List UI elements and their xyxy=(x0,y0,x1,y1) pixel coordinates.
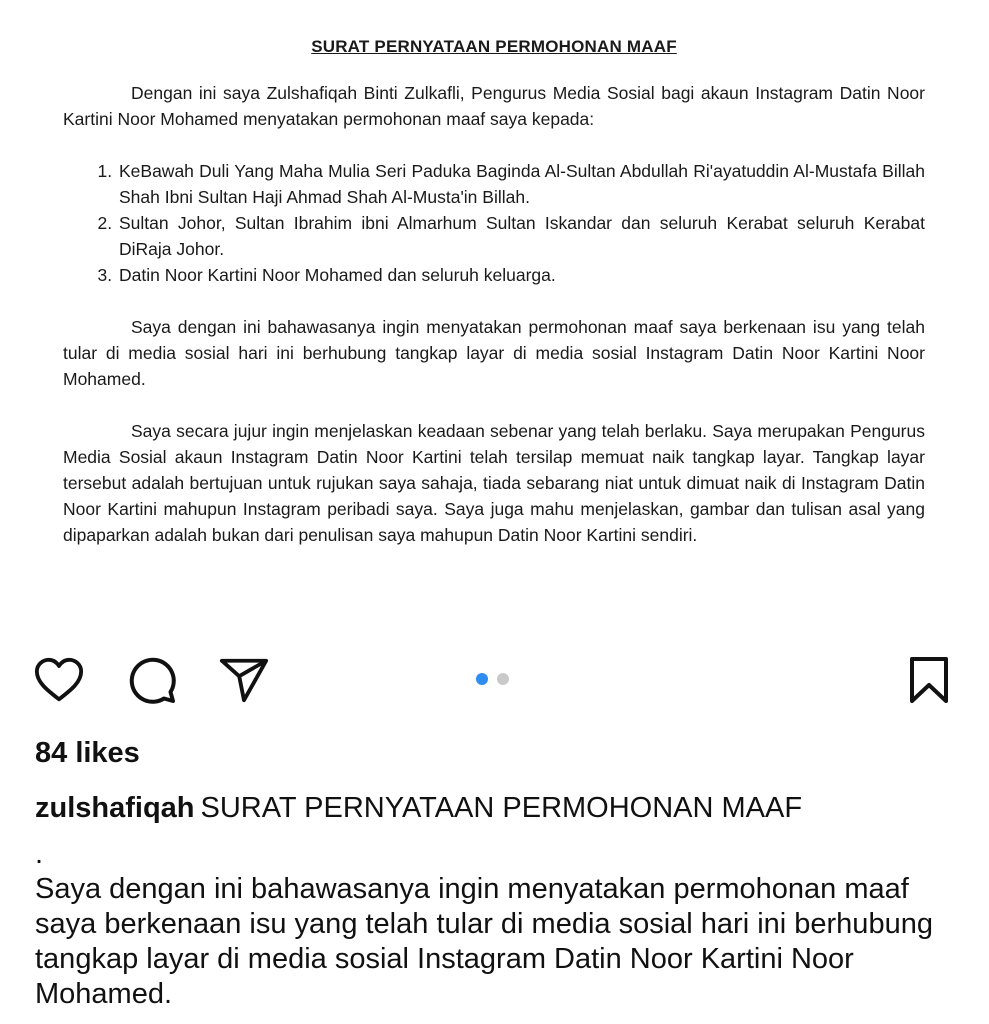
letter-paragraph-2: Saya dengan ini bahawasanya ingin menyatakan permohonan maaf saya berkenaan isu yang telah tular di media sosial hari ini berhubung tangkap layar di media sosial Instagram Datin Noor Kartini Noor Mohamed. xyxy=(63,317,925,389)
heart-icon xyxy=(33,656,85,704)
comment-icon xyxy=(126,654,178,706)
carousel-dot-active xyxy=(476,673,488,685)
letter-list-item: 2. Sultan Johor, Sultan Ibrahim ibni Almarhum Sultan Iskandar dan seluruh Kerabat seluruh Kerabat DiRaja Johor. xyxy=(117,210,925,262)
caption-username[interactable]: zulshafiqah xyxy=(35,792,195,824)
letter-intro: Dengan ini saya Zulshafiqah Binti Zulkafli, Pengurus Media Sosial bagi akaun Instagram Datin Noor Kartini Noor Mohamed menyatakan permohonan maaf saya kepada: xyxy=(63,83,925,129)
comment-button[interactable] xyxy=(126,654,178,706)
letter-list-item: 3. Datin Noor Kartini Noor Mohamed dan seluruh keluarga. xyxy=(117,262,925,288)
caption-body: Saya dengan ini bahawasanya ingin menyatakan permohonan maaf saya berkenaan isu yang telah tular di media sosial hari ini berhubung tangkap layar di media sosial Instagram Datin Noor Kartini Noor Mohamed. xyxy=(35,873,933,1010)
carousel-dot xyxy=(497,673,509,685)
likes-count[interactable]: 84 likes xyxy=(35,737,140,769)
like-button[interactable] xyxy=(33,654,85,706)
share-button[interactable] xyxy=(218,654,270,706)
bookmark-icon xyxy=(907,655,951,705)
save-button[interactable] xyxy=(903,654,955,706)
carousel-indicator xyxy=(476,672,509,686)
caption-separator: . xyxy=(35,838,44,870)
caption-title: SURAT PERNYATAAN PERMOHONAN MAAF xyxy=(200,792,803,824)
letter-title: SURAT PERNYATAAN PERMOHONAN MAAF xyxy=(311,37,677,56)
letter-list xyxy=(63,158,925,288)
caption-headline xyxy=(35,790,965,826)
share-icon xyxy=(218,655,270,705)
letter-document xyxy=(63,34,925,548)
post-action-bar xyxy=(0,650,989,708)
letter-list-item: 1. KeBawah Duli Yang Maha Mulia Seri Paduka Baginda Al-Sultan Abdullah Ri'ayatuddin Al-Mustafa Billah Shah Ibni Sultan Haji Ahmad Shah Al-Musta'in Billah. xyxy=(117,158,925,210)
letter-paragraph-3: Saya secara jujur ingin menjelaskan keadaan sebenar yang telah berlaku. Saya merupakan Pengurus Media Sosial akaun Instagram Datin Noor Kartini telah tersilap memuat naik tangkap layar. Tangkap layar tersebut adalah bertujuan untuk rujukan saya sahaja, tiada sebarang niat untuk dimuat naik di Instagram Datin Noor Kartini mahupun Instagram peribadi saya. Saya juga mahu menjelaskan, gambar dan tulisan asal yang dipaparkan adalah bukan dari penulisan saya mahupun Datin Noor Kartini sendiri. xyxy=(63,421,925,545)
